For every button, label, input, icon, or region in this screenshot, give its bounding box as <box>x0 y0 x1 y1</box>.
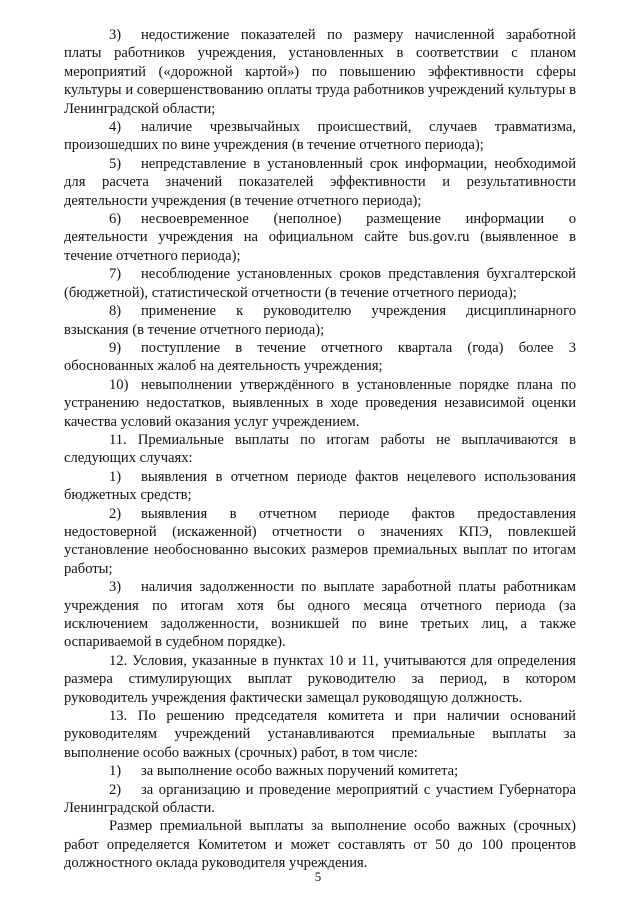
list-item <box>64 505 576 579</box>
list-item <box>64 118 576 155</box>
item-text: несоблюдение установленных сроков представления бухгалтерской (бюджетной), статистической отчетности (в течение отчетного периода); <box>64 266 576 301</box>
item-text: выявления в отчетном периоде фактов предоставления недостоверной (искаженной) отчетности о значениях КПЭ, повлекшей установление необоснованно высоких размеров премиальных выплат по итогам работы; <box>64 505 576 577</box>
item-number: 3) <box>109 27 122 43</box>
item-number: 5) <box>109 155 122 172</box>
list-item <box>64 578 576 652</box>
clause-text: 12. Условия, указанные в пунктах 10 и 11, учитываются для определения размера стимулирующих выплат руководителю за период, в котором руководитель учреждения фактически замещал руководящую должность. <box>64 652 576 706</box>
page-body <box>64 26 576 873</box>
item-number: 7) <box>109 266 122 283</box>
item-text: за организацию и проведение мероприятий с участием Губернатора Ленинградской области. <box>64 781 576 817</box>
list-item <box>64 155 576 210</box>
item-text: наличие чрезвычайных происшествий, случаев травматизма, произошедших по вине учреждения (в течение отчетного периода); <box>64 119 576 154</box>
item-text: поступление в течение отчетного квартала (года) более 3 обоснованных жалоб на деятельность учреждения; <box>64 339 576 375</box>
clause-paragraph <box>64 652 576 707</box>
list-item <box>64 302 576 339</box>
clause-text: Размер премиальной выплаты за выполнение особо важных (срочных) работ определяется Комитетом и может составлять от 50 до 100 процентов должностного оклада руководителя учреждения. <box>64 818 576 872</box>
item-number: 6) <box>109 211 122 228</box>
item-number: 2) <box>109 505 122 522</box>
list-item <box>64 376 576 431</box>
clause-paragraph <box>64 817 576 872</box>
item-number: 9) <box>109 339 122 356</box>
list-item <box>64 26 576 118</box>
list-item <box>64 210 576 265</box>
item-text: наличия задолженности по выплате заработной платы работникам учреждения по итогам хотя бы одного месяца отчетного периода (за исключением задолженности, возникшей по вине третьих лиц, а также оспариваемой в судебном порядке). <box>64 579 576 651</box>
list-item <box>64 762 576 780</box>
list-item <box>64 265 576 302</box>
item-number: 8) <box>109 303 122 320</box>
item-text: применение к руководителю учреждения дисциплинарного взыскания (в течение отчетного периода); <box>64 303 576 338</box>
list-item <box>64 781 576 818</box>
item-number: 1) <box>109 763 122 780</box>
item-text: выявления в отчетном периоде фактов нецелевого использования бюджетных средств; <box>64 468 576 504</box>
list-item <box>64 339 576 376</box>
clause-paragraph <box>64 431 576 468</box>
item-text: недостижение показателей по размеру начисленной заработной платы работников учреждения, установленных в соответствии с планом мероприятий («дорожной картой») по повышению эффективности сферы культуры и совершенствованию оплаты труда работников учреждений культуры в Ленинградской области; <box>64 27 576 117</box>
item-number: 1) <box>109 468 122 485</box>
item-text: несвоевременное (неполное) размещение информации о деятельности учреждения на официальном сайте bus.gov.ru (выявленное в течение отчетного периода); <box>64 211 576 264</box>
page-number: 5 <box>314 869 322 884</box>
item-number: 4) <box>109 119 122 136</box>
item-text: непредставление в установленный срок информации, необходимой для расчета значений показателей эффективности и результативности деятельности учреждения (в течение отчетного периода); <box>64 155 576 209</box>
item-number: 3) <box>109 579 122 596</box>
clause-paragraph <box>64 707 576 762</box>
item-number: 2) <box>109 781 122 798</box>
item-text: за выполнение особо важных поручений комитета; <box>141 763 459 780</box>
clause-text: 13. По решению председателя комитета и при наличии оснований руководителям учреждений устанавливаются премиальные выплаты за выполнение особо важных (срочных) работ, в том числе: <box>64 708 576 761</box>
list-item <box>64 468 576 505</box>
item-number: 10) <box>109 376 129 393</box>
item-text: невыполнении утверждённого в установленные порядке плана по устранению недостатков, выявленных в ходе проведения независимой оценки качества условий оказания услуг учреждением. <box>64 376 576 430</box>
clause-text: 11. Премиальные выплаты по итогам работы не выплачиваются в следующих случаях: <box>64 431 576 467</box>
